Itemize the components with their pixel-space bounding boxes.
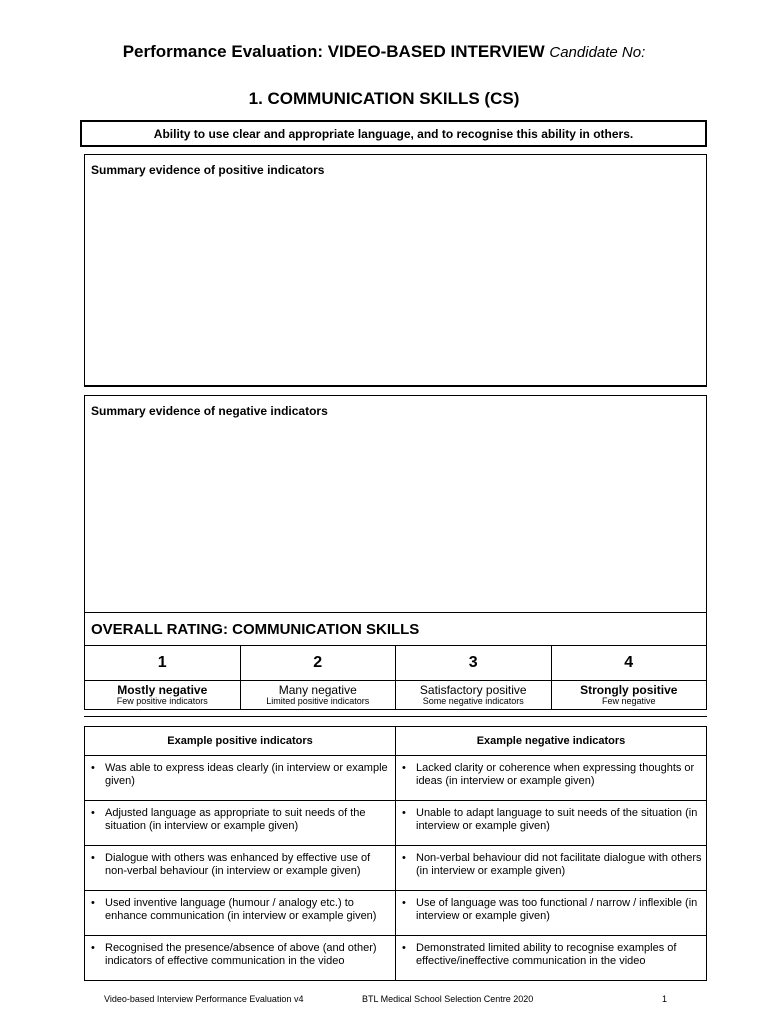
negative-indicator xyxy=(396,936,707,981)
overall-rating-title: OVERALL RATING: COMMUNICATION SKILLS xyxy=(84,612,707,646)
indicator-text: Was able to express ideas clearly (in interview or example given) xyxy=(105,762,388,788)
positive-indicators-header: Example positive indicators xyxy=(85,727,396,756)
indicator-text: Demonstrated limited ability to recognise examples of effective/ineffective communication in the video xyxy=(416,942,677,968)
negative-indicator xyxy=(396,891,707,936)
positive-indicator xyxy=(85,846,396,891)
divider xyxy=(84,716,707,717)
page-title xyxy=(0,42,768,62)
rating-desc-2 xyxy=(240,681,396,710)
rating-desc-3 xyxy=(396,681,552,710)
indicator-text: Use of language was too functional / narrow / inflexible (in interview or example given) xyxy=(416,897,698,923)
bullet-icon: • xyxy=(91,762,95,774)
rating-option-2[interactable]: 2 xyxy=(240,646,396,681)
bullet-icon: • xyxy=(402,897,406,909)
rating-label: Many negative xyxy=(278,682,357,697)
indicator-text: Recognised the presence/absence of above (and other) indicators of effective communication in the video xyxy=(105,942,377,968)
negative-indicator xyxy=(396,801,707,846)
rating-sublabel: Few negative xyxy=(601,695,656,706)
positive-indicator xyxy=(85,936,396,981)
rating-label: Satisfactory positive xyxy=(419,682,527,697)
positive-evidence-label: Summary evidence of positive indicators xyxy=(91,163,325,177)
indicator-text: Used inventive language (humour / analogy etc.) to enhance communication (in interview or example given) xyxy=(105,897,377,923)
footer-document-name: Video-based Interview Performance Evaluation v4 xyxy=(104,994,304,1004)
indicator-text: Non-verbal behaviour did not facilitate dialogue with others (in interview or example given) xyxy=(416,852,702,878)
table-row xyxy=(85,846,707,891)
candidate-label: Candidate No: xyxy=(549,44,646,61)
negative-evidence-box[interactable] xyxy=(84,395,707,613)
rating-label: Mostly negative xyxy=(117,682,208,697)
positive-indicator xyxy=(85,891,396,936)
title-main: Performance Evaluation: VIDEO-BASED INTERVIEW xyxy=(122,42,545,61)
positive-evidence-box[interactable] xyxy=(84,154,707,387)
rating-option-3[interactable]: 3 xyxy=(396,646,552,681)
bullet-icon: • xyxy=(91,942,95,954)
positive-indicator xyxy=(85,801,396,846)
positive-indicator xyxy=(85,756,396,801)
negative-evidence-label: Summary evidence of negative indicators xyxy=(91,404,328,418)
section-title: 1. COMMUNICATION SKILLS (CS) xyxy=(248,89,520,108)
bullet-icon: • xyxy=(402,762,406,774)
bullet-icon: • xyxy=(91,807,95,819)
negative-indicator xyxy=(396,846,707,891)
table-row xyxy=(85,801,707,846)
rating-sublabel: Limited positive indicators xyxy=(266,695,370,706)
rating-label: Strongly positive xyxy=(580,682,678,697)
indicators-table xyxy=(84,726,707,981)
indicator-text: Adjusted language as appropriate to suit needs of the situation (in interview or example given) xyxy=(105,807,366,833)
rating-sublabel: Few positive indicators xyxy=(116,695,208,706)
ability-statement: Ability to use clear and appropriate language, and to recognise this ability in others. xyxy=(80,120,707,147)
bullet-icon: • xyxy=(402,852,406,864)
rating-scale xyxy=(84,645,707,710)
bullet-icon: • xyxy=(91,897,95,909)
bullet-icon: • xyxy=(91,852,95,864)
table-row xyxy=(85,891,707,936)
rating-desc-4 xyxy=(551,681,707,710)
rating-option-1[interactable]: 1 xyxy=(85,646,241,681)
footer-page-number: 1 xyxy=(662,994,668,1004)
bullet-icon: • xyxy=(402,942,406,954)
indicator-text: Unable to adapt language to suit needs of the situation (in interview or example given) xyxy=(416,807,698,833)
negative-indicator xyxy=(396,756,707,801)
rating-desc-1 xyxy=(85,681,241,710)
rating-sublabel: Some negative indicators xyxy=(422,695,524,706)
bullet-icon: • xyxy=(402,807,406,819)
table-row xyxy=(85,936,707,981)
rating-option-4[interactable]: 4 xyxy=(551,646,707,681)
footer-organisation: BTL Medical School Selection Centre 2020 xyxy=(362,994,534,1004)
indicator-text: Dialogue with others was enhanced by effective use of non-verbal behaviour (in interview or example given) xyxy=(105,852,371,878)
indicator-text: Lacked clarity or coherence when expressing thoughts or ideas (in interview or example given) xyxy=(416,762,695,788)
negative-indicators-header: Example negative indicators xyxy=(396,727,707,756)
table-row xyxy=(85,756,707,801)
